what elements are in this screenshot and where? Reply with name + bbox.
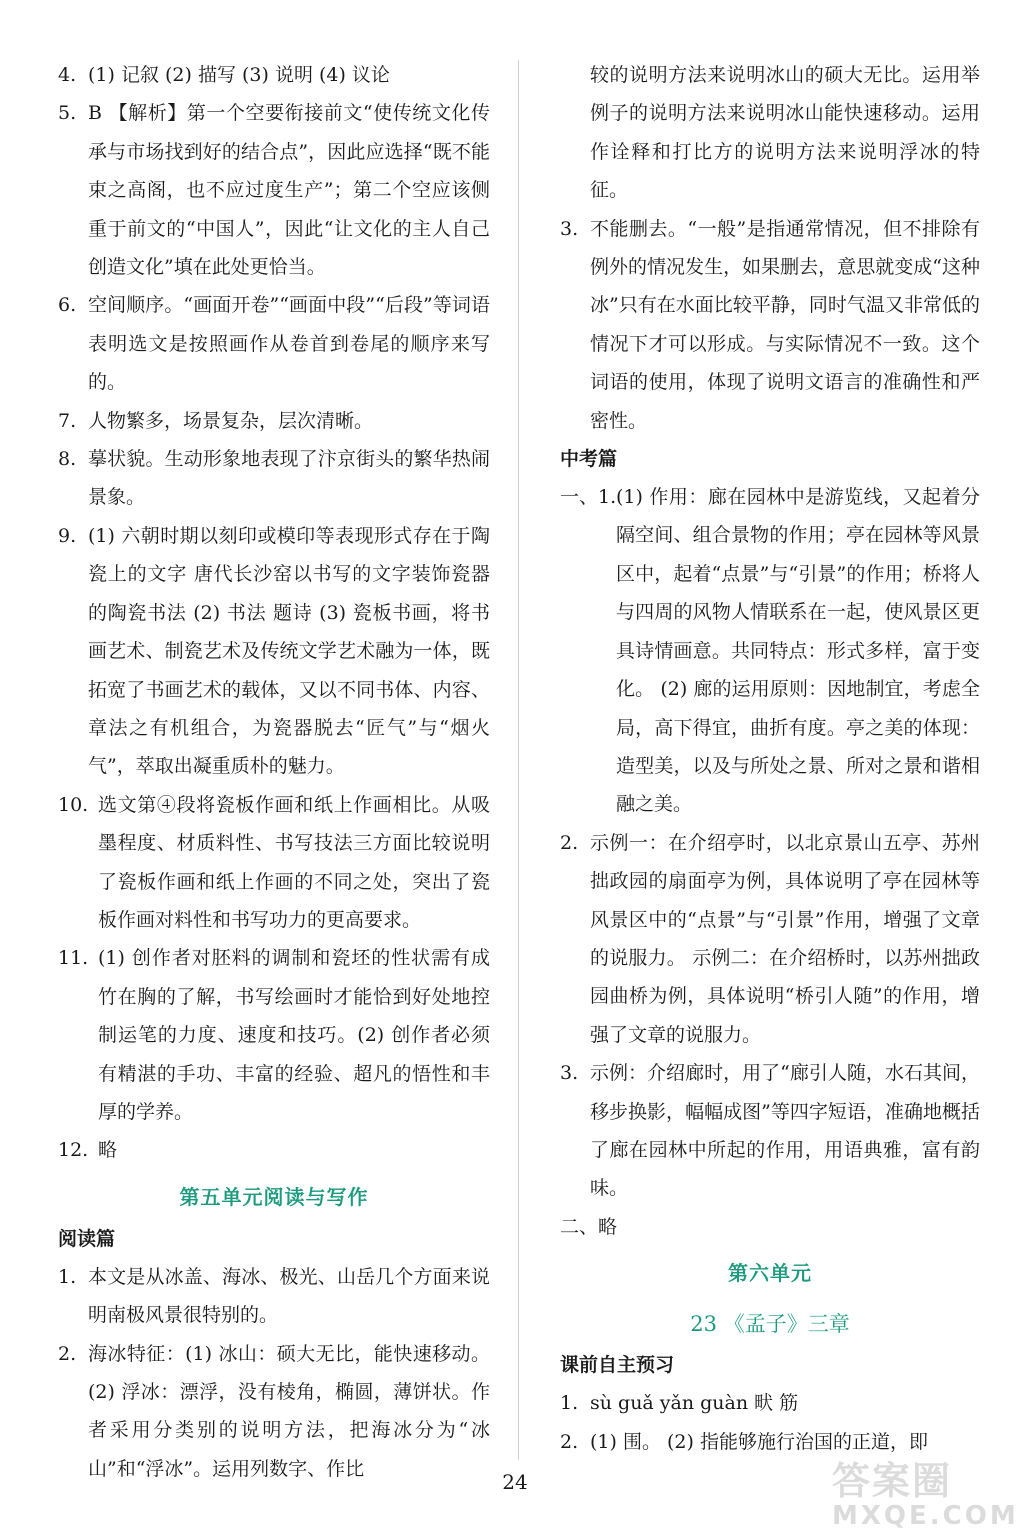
item-text: 二、略 [560, 1215, 618, 1238]
answer-item [560, 1054, 980, 1208]
item-text: 示例：介绍廊时，用了“廊引人随，水石其间，移步换影，幅幅成图”等四字短语，准确地概括了廊在园林中所起的作用，用语典雅，富有韵味。 [590, 1062, 980, 1200]
answer-item [58, 440, 490, 517]
item-number: 1. [560, 1392, 579, 1415]
item-number: 3. [560, 217, 579, 240]
item-text: 空间顺序。“画面开卷”“画面中段”“后段”等词语表明选文是按照画作从卷首到卷尾的顺序来写的。 [88, 294, 490, 394]
item-number: 一、1. [560, 486, 617, 509]
column-divider [518, 60, 519, 1460]
item-text: (1) 记叙 (2) 描写 (3) 说明 (4) 议论 [88, 64, 390, 86]
item-text: 选文第④段将瓷板作画和纸上作画相比。从吸墨程度、材质料性、书写技法三方面比较说明了瓷板作画和纸上作画的不同之处，突出了瓷板作画对料性和书写功力的更高要求。 [98, 793, 490, 931]
answer-item [560, 1208, 980, 1246]
section-heading: 中考篇 [560, 448, 618, 471]
answer-item [58, 939, 490, 1131]
answer-item [58, 517, 490, 786]
answer-item [58, 56, 490, 94]
right-column [560, 56, 980, 1461]
answer-item [560, 824, 980, 1054]
item-number: 2. [58, 1342, 77, 1365]
answer-item [58, 94, 490, 286]
answer-item [58, 786, 490, 940]
item-text: 较的说明方法来说明冰山的硕大无比。运用举例子的说明方法来说明冰山能快速移动。运用作诠释和打比方的说明方法来说明浮冰的特征。 [590, 64, 980, 202]
item-text: 海冰特征：(1) 冰山：硕大无比，能快速移动。(2) 浮冰：漂浮，没有棱角，椭圆，薄饼状。作者采用分类别的说明方法，把海冰分为“冰山”和“浮冰”。运用列数字、作比 [88, 1342, 490, 1480]
item-text: 示例一：在介绍亭时，以北京景山五亭、苏州拙政园的扇面亭为例，具体说明了亭在园林等风景区中的“点景”与“引景”作用，增强了文章的说服力。 示例二：在介绍桥时，以苏州拙政园曲桥为例，具体说明“桥引人随”的作用，增强了文章的说服力。 [590, 831, 980, 1046]
left-column [58, 56, 490, 1488]
watermark-logo [832, 1450, 1019, 1531]
page-number: 24 [502, 1470, 528, 1494]
answer-item [560, 478, 980, 824]
item-number: 2. [560, 831, 579, 854]
lesson-title: 23 《孟子》三章 [690, 1312, 850, 1337]
item-text: B 【解析】第一个空要衔接前文“使传统文化传承与市场找到好的结合点”，因此应选择“既不能束之高阁，也不应过度生产”；第二个空应该侧重于前文的“中国人”，因此“让文化的主人自己创造文化”填在此处更恰当。 [88, 102, 490, 279]
answer-item [58, 402, 490, 440]
item-number: 1. [58, 1265, 77, 1288]
item-text: 略 [98, 1139, 118, 1162]
item-text: sù guǎ yǎn guàn 畎 筋 [590, 1392, 799, 1415]
item-number: 7. [58, 409, 77, 432]
item-number: 11. [58, 947, 89, 970]
item-text: 本文是从冰盖、海冰、极光、山岳几个方面来说明南极风景很特别的。 [88, 1265, 490, 1327]
item-number: 5. [58, 102, 77, 125]
answer-item [58, 1335, 490, 1489]
item-number: 4. [58, 64, 77, 86]
item-number: 6. [58, 294, 77, 317]
item-text: (1) 围。 (2) 指能够施行治国的正道，即 [590, 1430, 928, 1453]
item-number: 12. [58, 1139, 89, 1162]
item-text: (1) 作用：廊在园林中是游览线，又起着分隔空间、组合景物的作用；亭在园林等风景区中，起着“点景”与“引景”的作用；桥将人与四周的风物人情联系在一起，使风景区更具诗情画意。共同特点：形式多样，富于变化。 (2) 廊的运用原则：因地制宜，考虑全局，高下得宜，曲折有度。亭之美的体现：造型美，以及与所处之景、所对之景和谐相融之美。 [616, 486, 980, 816]
answer-item [58, 286, 490, 401]
answer-item [560, 56, 980, 210]
item-text: 摹状貌。生动形象地表现了汴京街头的繁华热闹景象。 [88, 448, 490, 509]
unit-title: 第六单元 [728, 1261, 812, 1286]
answer-item [58, 1258, 490, 1335]
answer-item [560, 1384, 980, 1422]
watermark-url: MXQE.COM [832, 1501, 1019, 1531]
item-text: (1) 六朝时期以刻印或模印等表现形式存在于陶瓷上的文字 唐代长沙窑以书写的文字装饰瓷器的陶瓷书法 (2) 书法 题诗 (3) 瓷板书画，将书画艺术、制瓷艺术及传统文学艺术融为一体，既拓宽了书画艺术的载体，又以不同书体、内容、章法之有机组合，为瓷器脱去“匠气”与“烟火气”，萃取出凝重质朴的魅力。 [88, 524, 490, 778]
section-heading: 课前自主预习 [560, 1354, 675, 1377]
item-text: 人物繁多，场景复杂，层次清晰。 [88, 409, 374, 432]
item-text: (1) 创作者对胚料的调制和瓷坯的性状需有成竹在胸的了解，书写绘画时才能恰到好处地控制运笔的力度、速度和技巧。(2) 创作者必须有精湛的手功、丰富的经验、超凡的悟性和丰厚的学养。 [98, 947, 490, 1123]
watermark-text: 答案圈 [832, 1459, 953, 1503]
item-number: 2. [560, 1430, 579, 1453]
unit-title: 第五单元阅读与写作 [179, 1184, 369, 1209]
item-number: 8. [58, 448, 77, 471]
section-heading: 阅读篇 [58, 1227, 116, 1250]
item-number: 10. [58, 793, 89, 816]
item-text: 不能删去。“一般”是指通常情况，但不排除有例外的情况发生，如果删去，意思就变成“这种冰”只有在水面比较平静，同时气温又非常低的情况下才可以形成。与实际情况不一致。这个词语的使用，体现了说明文语言的准确性和严密性。 [590, 217, 980, 432]
answer-item [560, 210, 980, 440]
item-number: 9. [58, 524, 77, 547]
answer-item [58, 1131, 490, 1169]
item-number: 3. [560, 1062, 579, 1085]
